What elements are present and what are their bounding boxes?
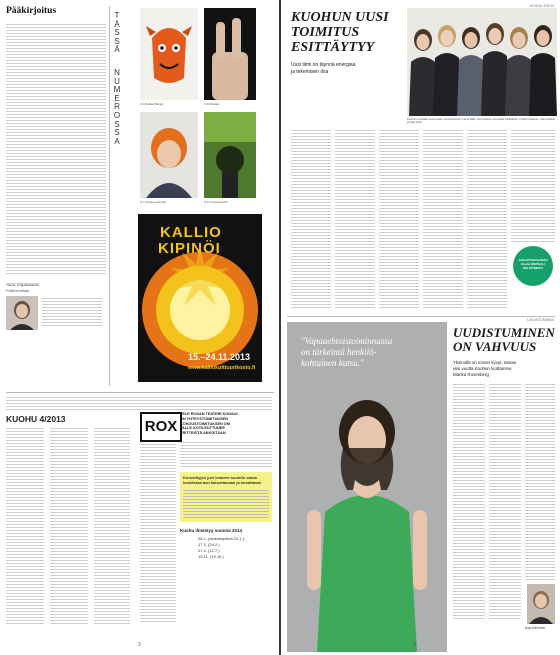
editor-portrait bbox=[6, 296, 38, 330]
colophon-col bbox=[50, 428, 88, 624]
subscription-dates bbox=[198, 536, 244, 560]
subscription-date: 17.3. (24.2.) bbox=[198, 542, 220, 547]
author-portrait bbox=[527, 584, 555, 624]
masthead-note bbox=[6, 397, 272, 411]
article2-col bbox=[453, 384, 485, 620]
signature-text: Aura Vapaavuori bbox=[6, 282, 40, 287]
rox-logo: ROX bbox=[140, 412, 182, 442]
thumb-caption: S.6 Rielsek bbox=[204, 102, 220, 106]
photo-caption: Kuohun toimittajat vasemmalta: Kirsi Mustonen, Laura Mäki, Outi Ahlroos, Anna-Mari Kärkkäinen, Pirkka Tiirikainen, Satu Kalliola ja Katri Kärki. bbox=[407, 118, 555, 125]
subscription-heading: Kuohu ilmestyy vuonna 2014 bbox=[180, 528, 243, 533]
deck-line: ja tekemisen iloa bbox=[291, 69, 329, 75]
thumb-green bbox=[204, 112, 256, 198]
ad-heading-line: ERITTEISTÄ AKKOITAAN bbox=[180, 431, 226, 436]
portrait-photo bbox=[287, 322, 447, 652]
quote-line: on tärkeintä henkilö- bbox=[301, 347, 377, 357]
article-col bbox=[511, 130, 555, 242]
deck-line: Yksinollä on monet kyvyt, toteaa bbox=[453, 360, 516, 365]
subscription-date: 27.4. (12.7.) bbox=[198, 548, 220, 553]
poster-dates: 15.–24.11.2013 bbox=[188, 352, 251, 362]
thumb-caption: S.7 Kuuma voinoita bbox=[140, 200, 167, 204]
ad-highlight-lines bbox=[183, 490, 269, 518]
title-letter: S bbox=[114, 28, 120, 38]
header-label: KUOHU 4/2013 bbox=[529, 4, 554, 8]
callout-text: Kuohu DIGITAALI bbox=[521, 262, 545, 266]
title-letter: S bbox=[114, 36, 120, 46]
title-letter: N bbox=[114, 67, 120, 77]
ad-highlight-text: Korssittyjen juvi kotaren suuntin omaa kohdistaa asu katsottavaan ja suoattavat bbox=[183, 475, 261, 485]
title-letter: O bbox=[113, 110, 121, 120]
title-letter: T bbox=[114, 11, 120, 20]
colophon-col bbox=[6, 428, 44, 624]
portrait-caption bbox=[42, 298, 102, 328]
title-letter: A bbox=[114, 136, 120, 146]
ad-heading bbox=[180, 412, 272, 436]
thumb-portrait bbox=[140, 112, 198, 198]
poster-url: www.kalliokulttuurikosto.fi bbox=[188, 365, 256, 371]
article2-title bbox=[453, 326, 555, 354]
feature-title-line: TOIMITUS bbox=[291, 25, 360, 40]
signature-role: Päätoimittaja bbox=[6, 288, 30, 293]
article2-deck bbox=[453, 360, 555, 378]
poster-title: KALLIO bbox=[160, 224, 222, 241]
title-letter: E bbox=[114, 93, 120, 103]
callout-badge bbox=[513, 246, 553, 286]
deck-line: Uusi tiimi on täynnä energiaa bbox=[291, 62, 356, 68]
poster-title: KIPINÖI bbox=[158, 240, 221, 257]
editorial bbox=[6, 6, 106, 293]
quote-line: kohtainen kutsu." bbox=[301, 358, 364, 368]
thumb-monster bbox=[140, 8, 198, 100]
thumb-caption: S.11 Kuva Kaarlin bbox=[204, 200, 228, 204]
divider bbox=[287, 316, 555, 317]
right-page bbox=[281, 0, 560, 655]
editorial-heading: Pääkirjoitus bbox=[6, 6, 57, 16]
title-letter: U bbox=[114, 76, 120, 86]
subscription-date: 19.11. (15.10.) bbox=[198, 554, 224, 559]
thumb-caption: S.4 Pelkät Bängit bbox=[140, 102, 164, 106]
article2-col bbox=[489, 384, 521, 620]
colophon-col bbox=[94, 428, 130, 624]
event-poster bbox=[138, 214, 262, 382]
vertical-title bbox=[112, 12, 122, 146]
divider bbox=[6, 392, 274, 393]
article2-title-line: ON VAHVUUS bbox=[453, 339, 537, 354]
article2-col bbox=[525, 384, 555, 580]
section-label: UUDISTUMINEN bbox=[527, 318, 554, 322]
title-letter: Ä bbox=[114, 19, 120, 29]
title-letter: S bbox=[114, 119, 120, 129]
quote-line: "Vapaaehtoistoiminnassa bbox=[301, 336, 393, 346]
page-number: 3 bbox=[413, 642, 416, 648]
page-number: 2 bbox=[138, 642, 141, 648]
rox-text bbox=[140, 444, 176, 624]
deck-line: Marika Rosenberg bbox=[453, 372, 489, 377]
title-letter: M bbox=[113, 85, 121, 95]
deck-line: viisi vuotta Kuohun luottamme bbox=[453, 366, 512, 371]
article2-title-line: UUDISTUMINEN bbox=[453, 325, 555, 340]
ad-heading-line: ON YHTEYSTOIMITUKSEN bbox=[180, 416, 228, 421]
ad-heading-line: TALLE KOTILEUTTUNEE bbox=[180, 426, 225, 431]
feature-deck bbox=[291, 62, 355, 76]
ad-heading-line: TELE ROSAN TEATERI KOHAUI bbox=[180, 412, 238, 416]
issue-number: KUOHU 4/2013 bbox=[6, 414, 66, 424]
ad-highlight-box bbox=[180, 472, 272, 522]
article-col bbox=[423, 130, 463, 310]
callout-text: JAGUATCHI KOHSAH bbox=[518, 258, 548, 262]
team-photo bbox=[407, 8, 557, 116]
feature-title-line: KUOHUN UUSI bbox=[291, 10, 389, 25]
callout-text: BIG PAYMENT! bbox=[523, 266, 543, 270]
ad-body bbox=[180, 442, 272, 468]
article-col bbox=[467, 130, 507, 310]
article-col bbox=[291, 130, 331, 310]
column-divider bbox=[109, 6, 110, 386]
article-col bbox=[335, 130, 375, 310]
ad-heading-line: KOKOUSTOIMITUKSEN OM bbox=[180, 421, 230, 426]
thumb-fingers bbox=[204, 8, 256, 100]
title-letter: R bbox=[114, 102, 120, 112]
pull-quote bbox=[301, 336, 441, 369]
theatre-ad bbox=[180, 412, 272, 622]
feature-title bbox=[291, 10, 401, 55]
feature-title-line: ESITTÄYTYY bbox=[291, 40, 375, 55]
title-letter: S bbox=[114, 128, 120, 138]
author-caption: Anja Kähönen bbox=[525, 626, 546, 630]
title-letter: Ä bbox=[114, 45, 120, 55]
subscription-date: 26.1. (aineistopäivä 22.1.) bbox=[198, 536, 245, 541]
editorial-body-text bbox=[6, 24, 106, 276]
article-col bbox=[379, 130, 419, 310]
left-page bbox=[0, 0, 279, 655]
